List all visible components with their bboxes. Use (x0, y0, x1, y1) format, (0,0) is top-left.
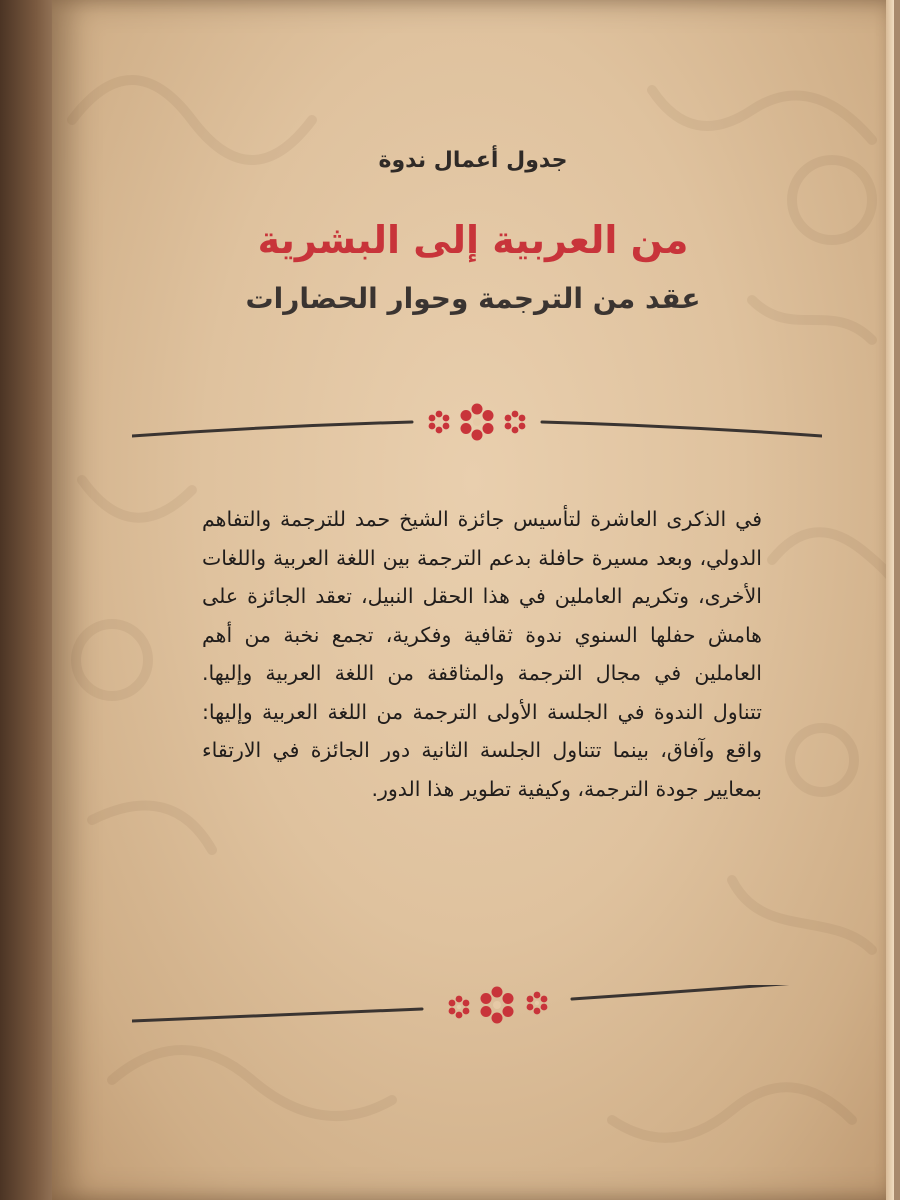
intro-paragraph: في الذكرى العاشرة لتأسيس جائزة الشيخ حمد للترجمة والتفاهم الدولي، وبعد مسيرة حافلة بدعم الترجمة بين اللغة العربية واللغات الأخرى، وتكريم العاملين في هذا الحقل النبيل، تعقد الجائزة على هامش حفلها السنوي ندوة ثقافية وفكرية، تجمع نخبة من أهم العاملين في مجال الترجمة والمثاقفة من اللغة العربية وإليها. تتناول الندوة في الجلسة الأولى الترجمة من اللغة العربية وإليها: واقع وآفاق، بينما تتناول الجلسة الثانية دور الجائزة في الارتقاء بمعايير جودة الترجمة، وكيفية تطوير هذا الدور. (202, 507, 762, 801)
agenda-kicker: جدول أعمال ندوة (378, 148, 568, 173)
divider-line-left (572, 985, 822, 999)
previous-page-edge (0, 0, 60, 1200)
booklet-page (52, 0, 894, 1200)
subtitle: عقد من الترجمة وحوار الحضارات (245, 282, 701, 315)
divider-line-left (542, 422, 822, 436)
divider-line-right (132, 1009, 422, 1021)
ornament-divider-top (132, 402, 822, 442)
ornament-divider-bottom (132, 985, 822, 1025)
rosette-icon (429, 404, 526, 441)
divider-line-right (132, 422, 412, 436)
page-content (52, 0, 894, 1200)
main-title: من العربية إلى البشرية (257, 218, 689, 262)
rosette-icon (449, 987, 548, 1024)
